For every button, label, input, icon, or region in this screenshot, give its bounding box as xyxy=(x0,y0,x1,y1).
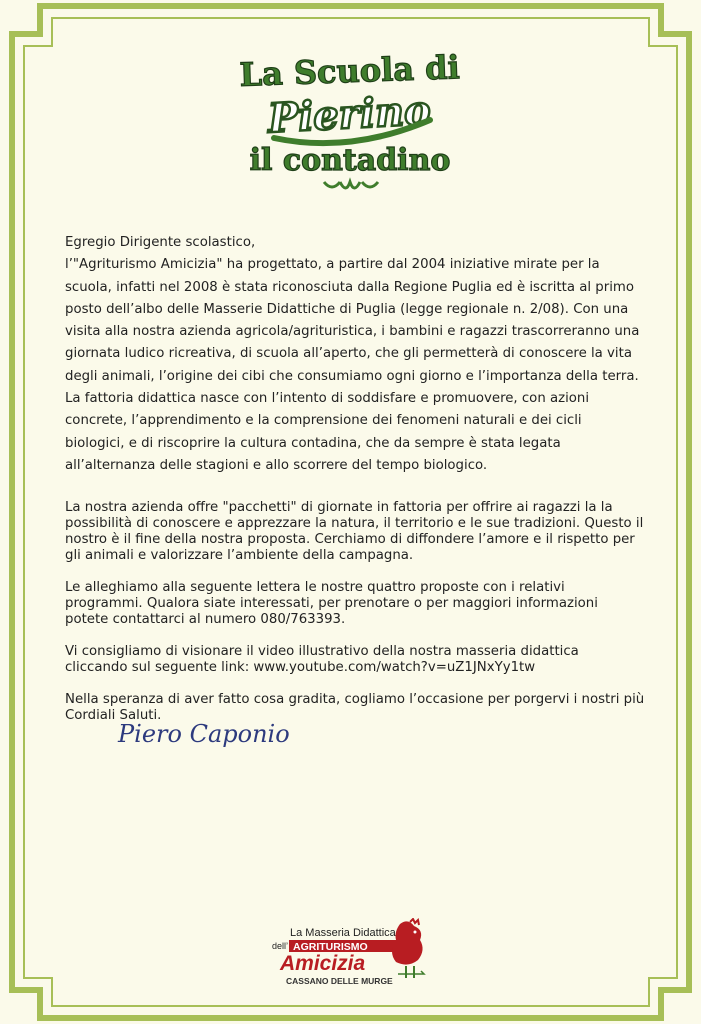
footer-logo-line-2: AGRITURISMO xyxy=(293,941,368,953)
footer-logo xyxy=(260,918,440,990)
letter-body xyxy=(65,232,645,724)
footer-logo-line-1: La Masseria Didattica xyxy=(290,927,396,939)
letter-paragraph-3: La nostra azienda offre "pacchetti" di giornate in fattoria per offrire ai ragazzi la la possibilità di conoscere e apprezzare la natura, il territorio e le sue tradizioni. Questo il nostro è il fine della nostra proposta. Cerchiamo di diffondere l’amore e il rispetto per gli animali e valorizzare l’ambiente della campagna. xyxy=(65,500,644,564)
footer-logo-line-4: CASSANO DELLE MURGE xyxy=(286,976,393,986)
school-logo xyxy=(200,46,501,196)
logo-line-3: il contadino xyxy=(249,143,451,178)
logo-line-1: La Scuola di xyxy=(238,48,461,94)
footer-logo-line-3: Amicizia xyxy=(280,952,366,975)
rooster-icon xyxy=(392,919,424,978)
letter-greeting: Egregio Dirigente scolastico, xyxy=(65,235,256,250)
signature xyxy=(116,714,326,754)
letter-paragraph-5: Vi consigliamo di visionare il video illustrativo della nostra masseria didattica cliccando sul seguente link: www.youtube.com/watch?v=uZ1JNxYy1tw xyxy=(65,644,579,676)
letter-paragraph-1: l’"Agriturismo Amicizia" ha progettato, a partire dal 2004 iniziative mirate per la scuola, infatti nel 2008 è stata riconosciuta dalla Regione Puglia ed è iscritta al primo posto dell’albo delle Masserie Didattiche di Puglia (legge regionale n. 2/08). Con una visita alla nostra azienda agricola/agrituristica, i bambini e ragazzi trascorreranno una giornata ludico ricreativa, di scuola all’aperto, che gli permetterà di conoscere la vita degli animali, l’origine dei cibi che consumiamo ogni giorno e l’importanza della terra. xyxy=(65,257,640,384)
logo-line-2: Pierino xyxy=(266,86,432,143)
ornament-icon xyxy=(324,182,378,188)
letter-paragraph-2: La fattoria didattica nasce con l’intento di soddisfare e promuovere, con azioni concrete, l’apprendimento e la comprensione dei fenomeni naturali e dei cicli biologici, e di riscoprire la cultura contadina, che da sempre è stata legata all’alternanza delle stagioni e allo scorrere del tempo biologico. xyxy=(65,391,590,473)
letter-paragraph-6: Nella speranza di aver fatto cosa gradita, cogliamo l’occasione per porgervi i nostri più Cordiali Saluti. xyxy=(65,692,645,724)
signature-text: Piero Caponio xyxy=(118,720,290,748)
footer-logo-prefix: dell’ xyxy=(272,941,289,951)
letter-paragraph-4: Le alleghiamo alla seguente lettera le nostre quattro proposte con i relativi programmi. Qualora siate interessati, per prenotare o per maggiori informazioni potete contattarci al numero 080/763393. xyxy=(65,580,598,628)
